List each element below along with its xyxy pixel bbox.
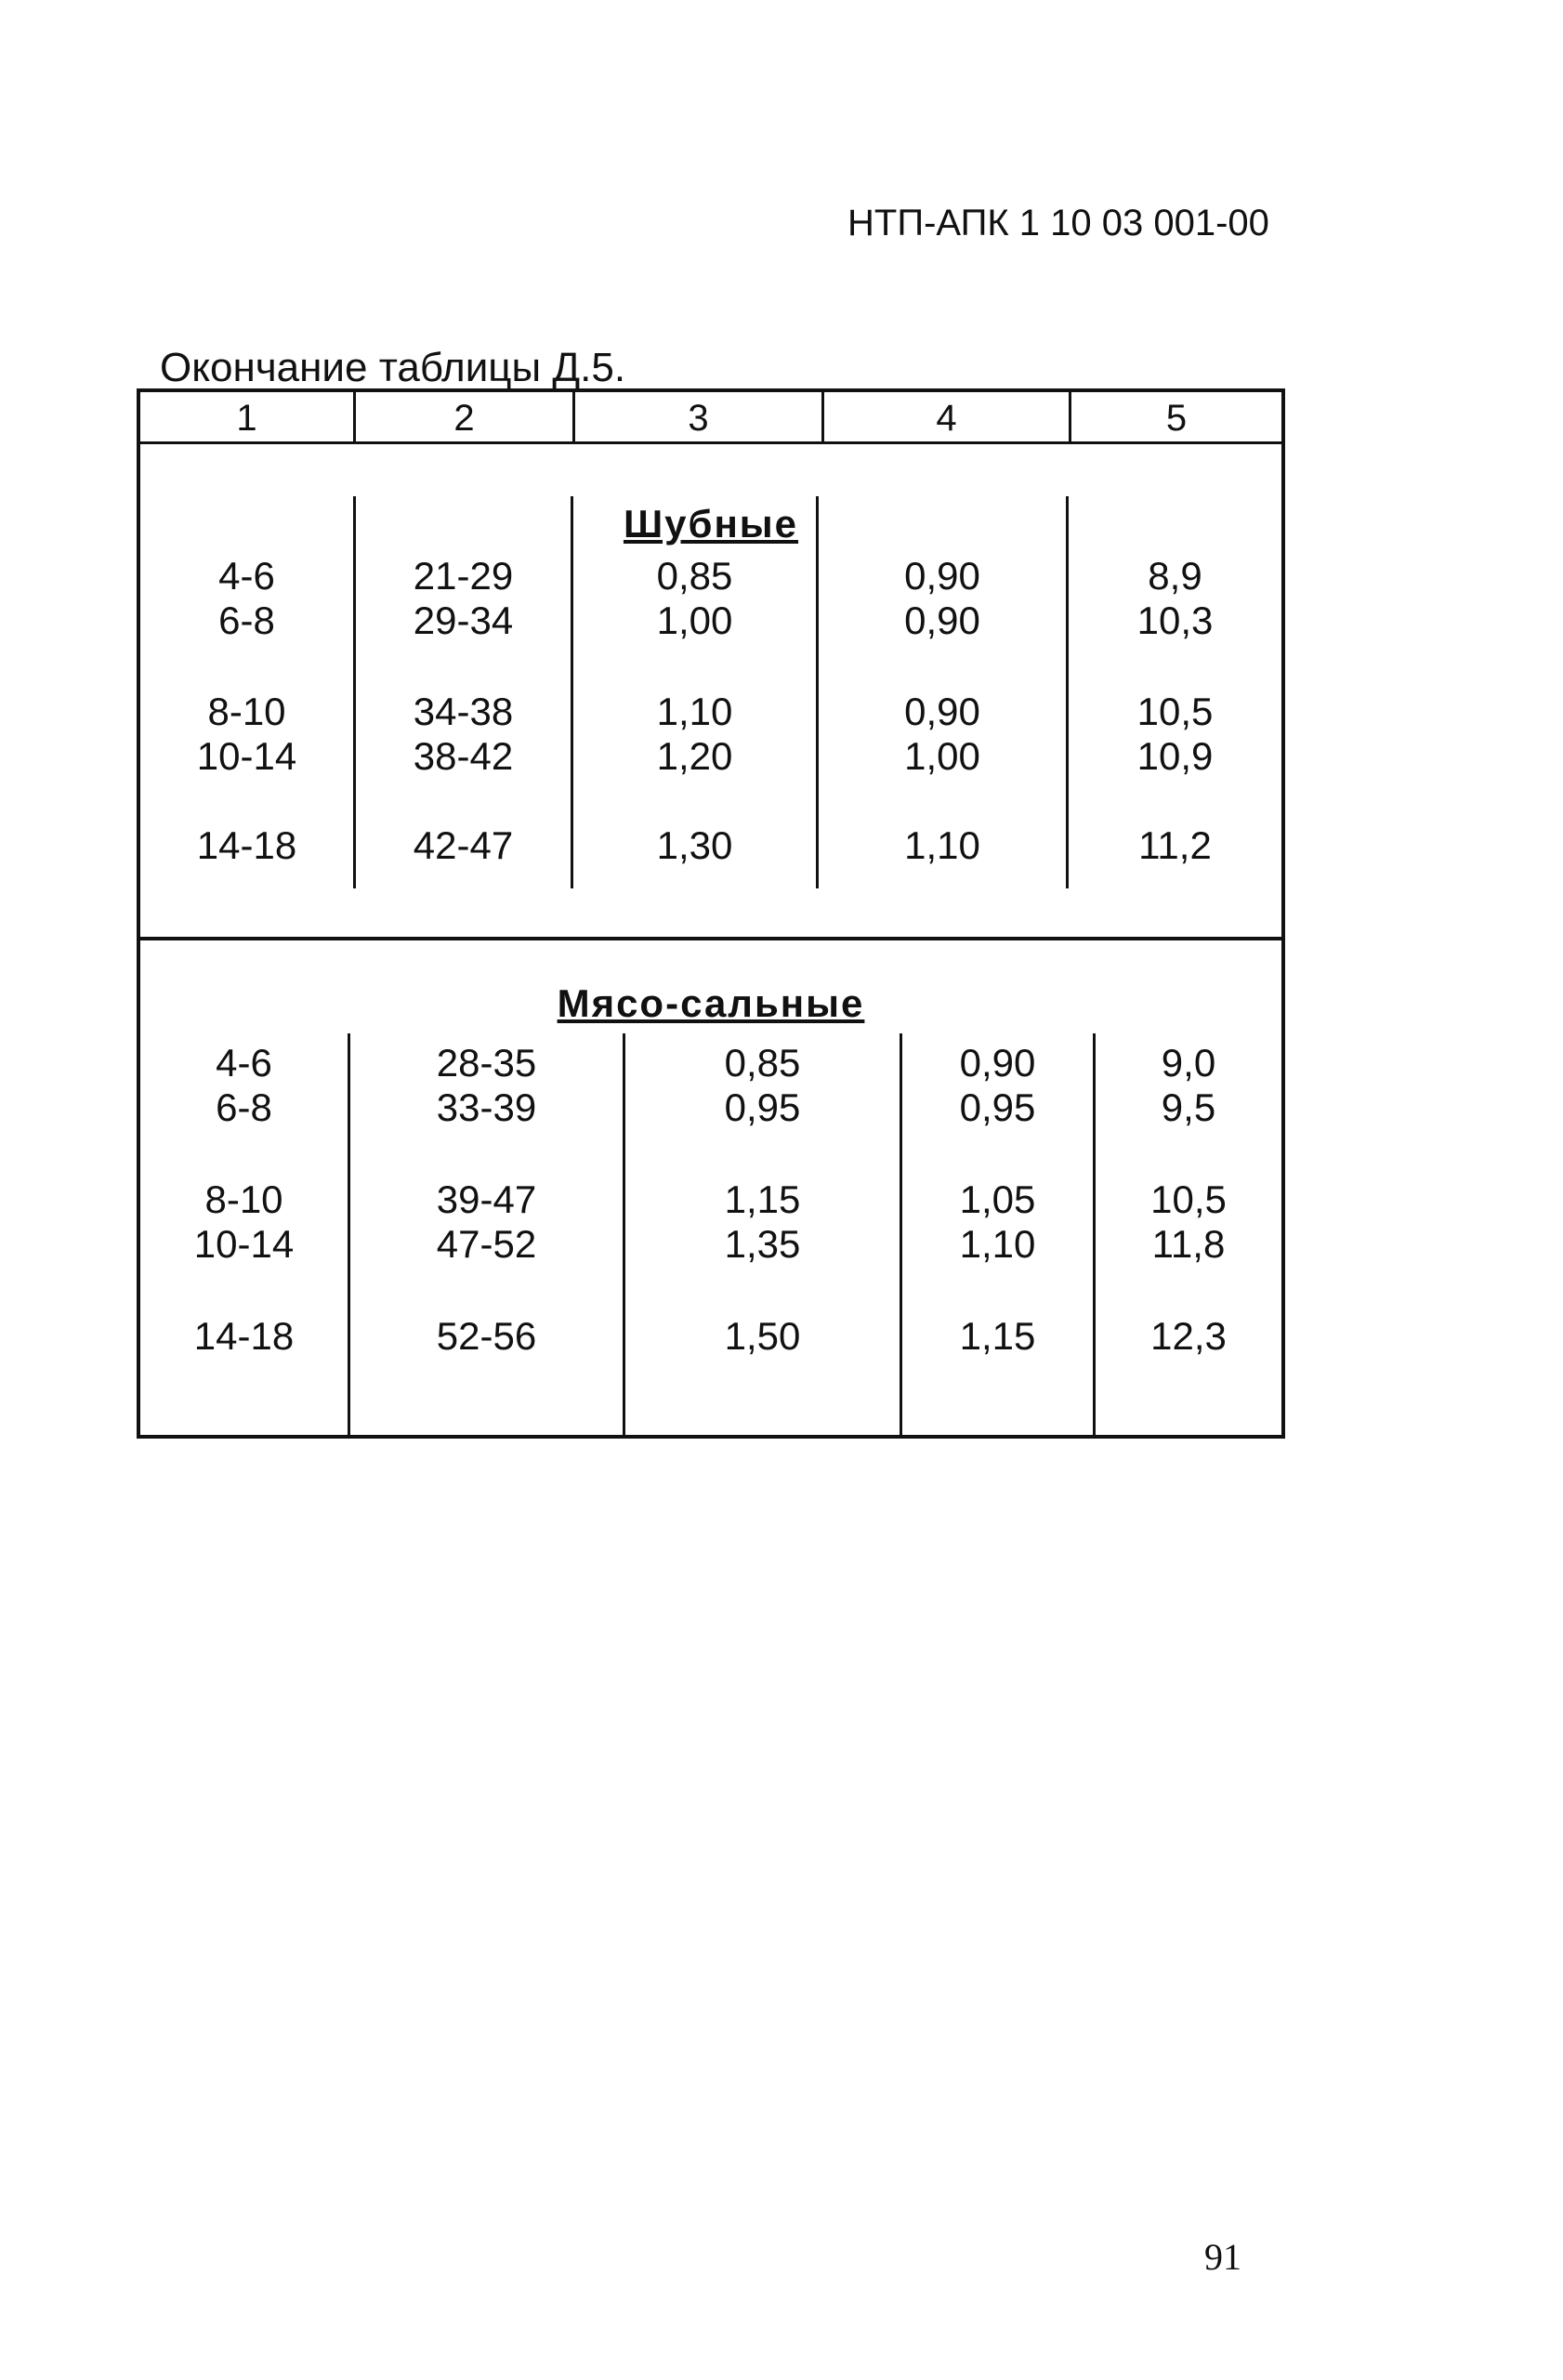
table-cell: 1,10 [656,690,733,733]
table-cell: 1,15 [724,1177,801,1221]
table-cell: 0,90 [959,1041,1036,1085]
column-header-4: 4 [936,398,957,439]
table-cell: 0,90 [904,598,980,642]
column-1 [140,940,348,1435]
table-header-row [140,392,1281,444]
table-cell: 12,3 [1150,1314,1227,1358]
table-cell: 11,2 [1138,823,1212,867]
table-cell: 8,9 [1148,554,1202,598]
table-cell: 14-18 [193,1314,295,1358]
column-5 [1069,444,1281,888]
table-cell: 10,3 [1136,598,1214,642]
column-header-5: 5 [1165,398,1188,439]
table-cell: 0,90 [904,690,980,733]
table-cell: 10,5 [1150,1177,1227,1221]
table-cell: 8-10 [204,1177,283,1221]
column-header-1: 1 [236,398,257,439]
column-5 [1096,940,1281,1435]
table-cell: 9,0 [1161,1041,1216,1085]
table-cell: 10,5 [1136,690,1214,733]
table-cell: 11,8 [1151,1222,1226,1266]
table-cell: 9,5 [1161,1085,1216,1129]
table-cell: 1,00 [656,598,733,642]
table-cell: 28-35 [436,1041,537,1085]
table-cell: 47-52 [436,1222,537,1266]
table-cell: 6-8 [216,1085,272,1129]
table-cell: 1,05 [959,1177,1036,1221]
table-cell: 0,95 [724,1085,801,1129]
section-title: Шубные [623,502,799,546]
table-cell: 0,90 [904,554,980,598]
table-cell: 10,9 [1136,734,1214,778]
table-cell: 8-10 [207,690,286,733]
table-cell: 6-8 [218,598,275,642]
table-cell: 1,30 [656,823,733,867]
table-cell: 1,20 [656,734,733,778]
table-cell: 1,10 [904,823,980,867]
table-cell: 10-14 [196,734,297,778]
table-section-1 [140,444,1281,888]
table-cell: 10-14 [193,1222,295,1266]
table-cell: 1,15 [959,1314,1036,1358]
table-cell: 0,85 [724,1041,801,1085]
table-cell: 34-38 [413,690,514,733]
column-header-3: 3 [688,398,709,439]
table-cell: 38-42 [413,734,514,778]
table-section-2 [140,940,1281,1435]
column-4 [902,940,1093,1435]
table-cell: 1,50 [724,1314,801,1358]
table-cell: 21-29 [413,554,514,598]
section-title: Мясо-сальные [557,981,865,1025]
table-cell: 14-18 [196,823,297,867]
table-cell: 4-6 [218,554,275,598]
column-2 [356,444,571,888]
table-cell: 33-39 [436,1085,537,1129]
column-3 [573,444,816,888]
table-cell: 39-47 [436,1177,537,1221]
table-cell: 1,00 [904,734,980,778]
column-1 [140,444,353,888]
column-4 [819,444,1066,888]
table-cell: 1,35 [724,1222,801,1266]
table-cell: 29-34 [413,598,514,642]
data-table [137,388,1285,1439]
table-cell: 0,95 [959,1085,1036,1129]
column-2 [350,940,623,1435]
column-3 [625,940,900,1435]
document-code: НТП-АПК 1 10 03 001-00 [847,203,1269,243]
table-cell: 52-56 [436,1314,537,1358]
table-caption: Окончание таблицы Д.5. [160,345,626,390]
table-cell: 42-47 [413,823,514,867]
table-cell: 4-6 [216,1041,272,1085]
page-number: 91 [1204,2236,1241,2278]
column-header-2: 2 [453,398,475,439]
table-cell: 1,10 [959,1222,1036,1266]
table-cell: 0,85 [656,554,733,598]
